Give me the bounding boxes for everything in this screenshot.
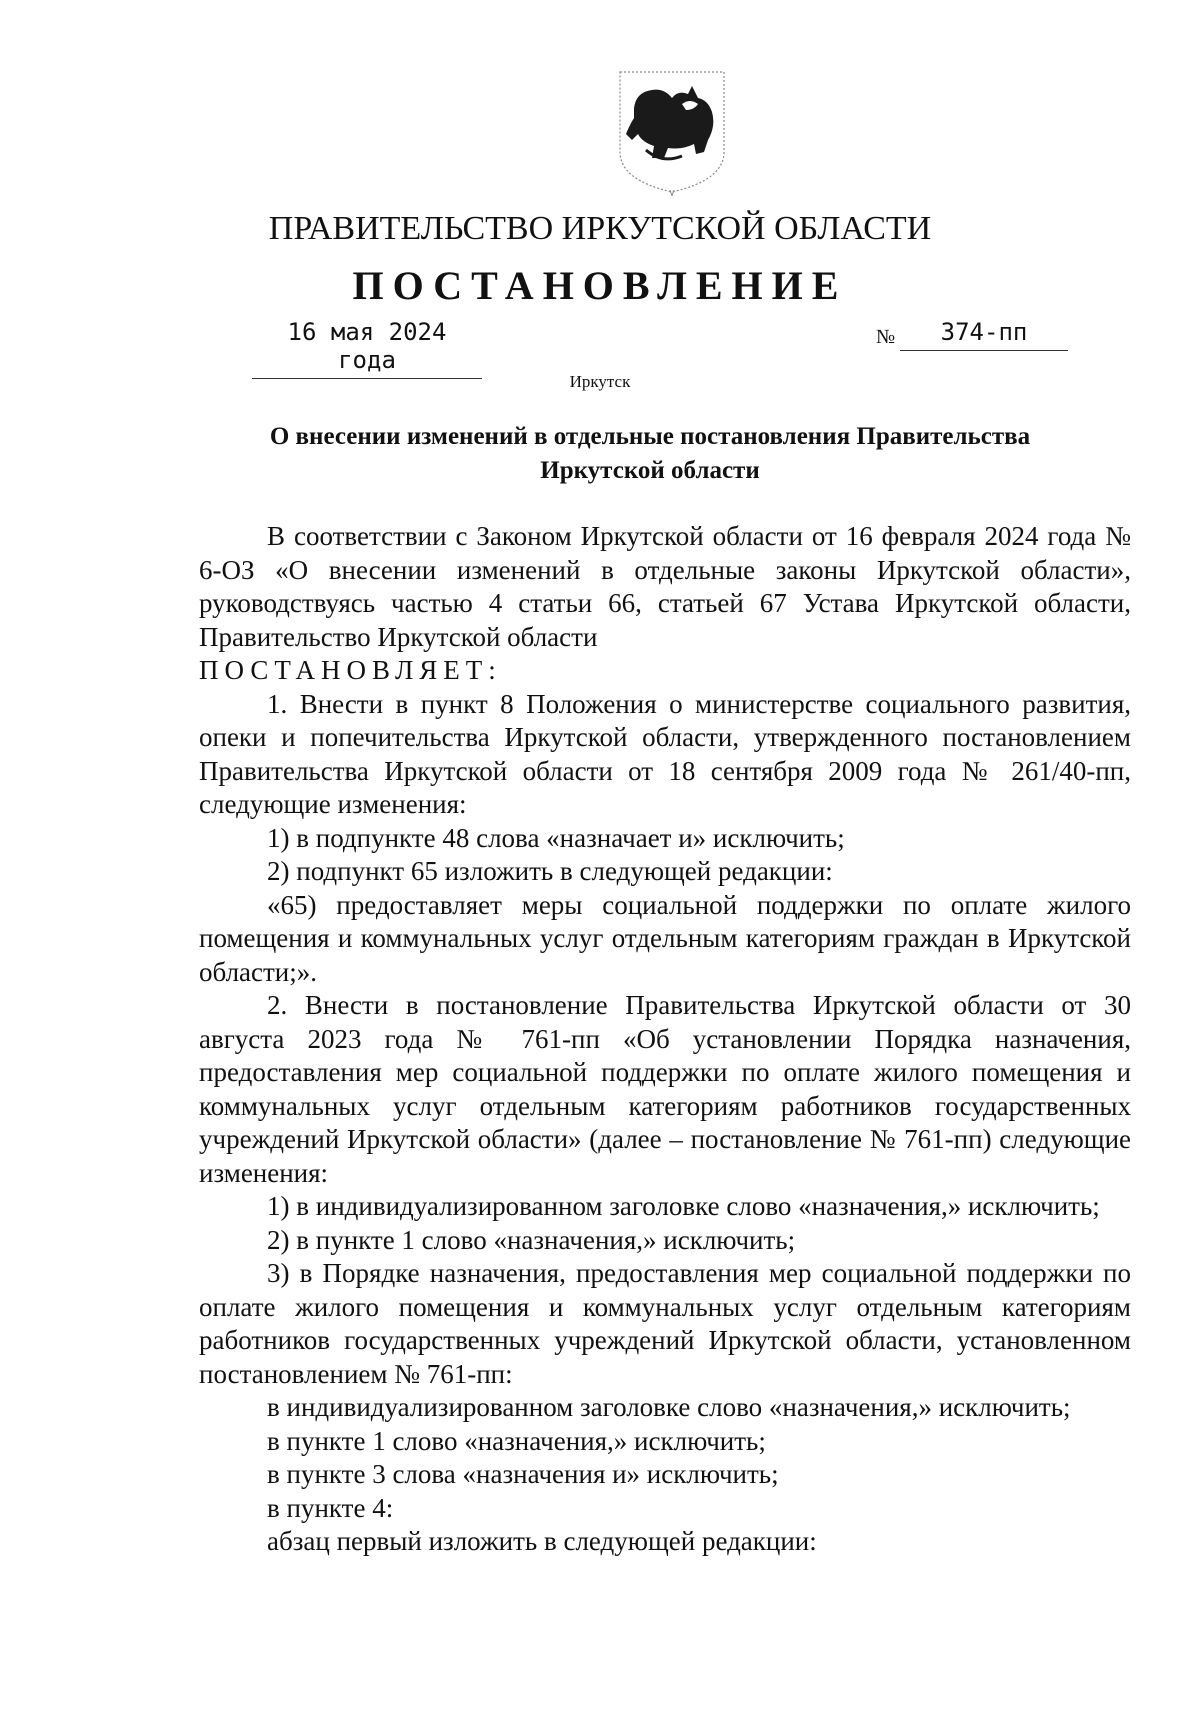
document-title [200,420,1100,488]
city: Иркутск [569,372,631,391]
paragraph: 1) в подпункте 48 слова «назначает и» исключить; [267,822,845,853]
resolves-heading: ПОСТАНОВЛЯЕТ: [199,655,502,685]
government-name: ПРАВИТЕЛЬСТВО ИРКУТСКОЙ ОБЛАСТИ [268,210,932,247]
paragraph: 1) в индивидуализированном заголовке слово «назначения,» исключить; [267,1191,1100,1221]
title-line-1: О внесении изменений в отдельные постановления Правительства [269,423,1031,450]
paragraph: абзац первый изложить в следующей редакции: [267,1526,817,1556]
document-type: ПОСТАНОВЛЕНИЕ [352,263,848,308]
document-date: 16 мая 2024 года [252,318,482,379]
paragraph: 2) подпункт 65 изложить в следующей редакции: [267,856,833,886]
paragraph: В соответствии с Законом Иркутской области от 16 февраля 2024 года № 6-ОЗ «О внесении изменений в отдельные законы Иркутской области», руководствуясь частью 4 статьи 66, статьей 67 Устава Иркутской области, Правительство Иркутской области [199,521,1131,652]
paragraph: 1. Внести в пункт 8 Положения о министерстве социального развития, опеки и попечительства Иркутской области, утвержденного постановлением Правительства Иркутской области от 18 сентября 2009 года № 261/40-пп, следующие изменения: [199,688,1131,819]
paragraph: в индивидуализированном заголовке слово «назначения,» исключить; [267,1392,1071,1422]
paragraph: в пункте 3 слова «назначения и» исключить; [267,1459,779,1489]
paragraph: в пункте 4: [267,1492,394,1523]
paragraph: в пункте 1 слово «назначения,» исключить; [267,1425,766,1456]
irkutsk-coat-of-arms-icon [612,68,732,196]
number-label: № [876,326,896,348]
paragraph: 3) в Порядке назначения, предоставления мер социальной поддержки по оплате жилого помещения и коммунальных услуг отдельным категориям работников государственных учреждений Иркутской области, установленном постановлением № 761-пп: [199,1258,1131,1389]
document-number: 374-пп [900,318,1068,351]
paragraph: 2. Внести в постановление Правительства Иркутской области от 30 августа 2023 года № 761-пп «Об установлении Порядка назначения, предоставления мер социальной поддержки по оплате жилого помещения и коммунальных услуг отдельным категориям работников государственных учреждений Иркутской области» (далее – постановление № 761-пп) следующие изменения: [199,990,1131,1188]
title-line-2: Иркутской области [540,457,760,484]
paragraph: 2) в пункте 1 слово «назначения,» исключить; [267,1224,796,1255]
paragraph: «65) предоставляет меры социальной поддержки по оплате жилого помещения и коммунальных услуг отдельным категориям граждан в Иркутской области;». [199,889,1131,987]
document-body [199,520,1131,1559]
